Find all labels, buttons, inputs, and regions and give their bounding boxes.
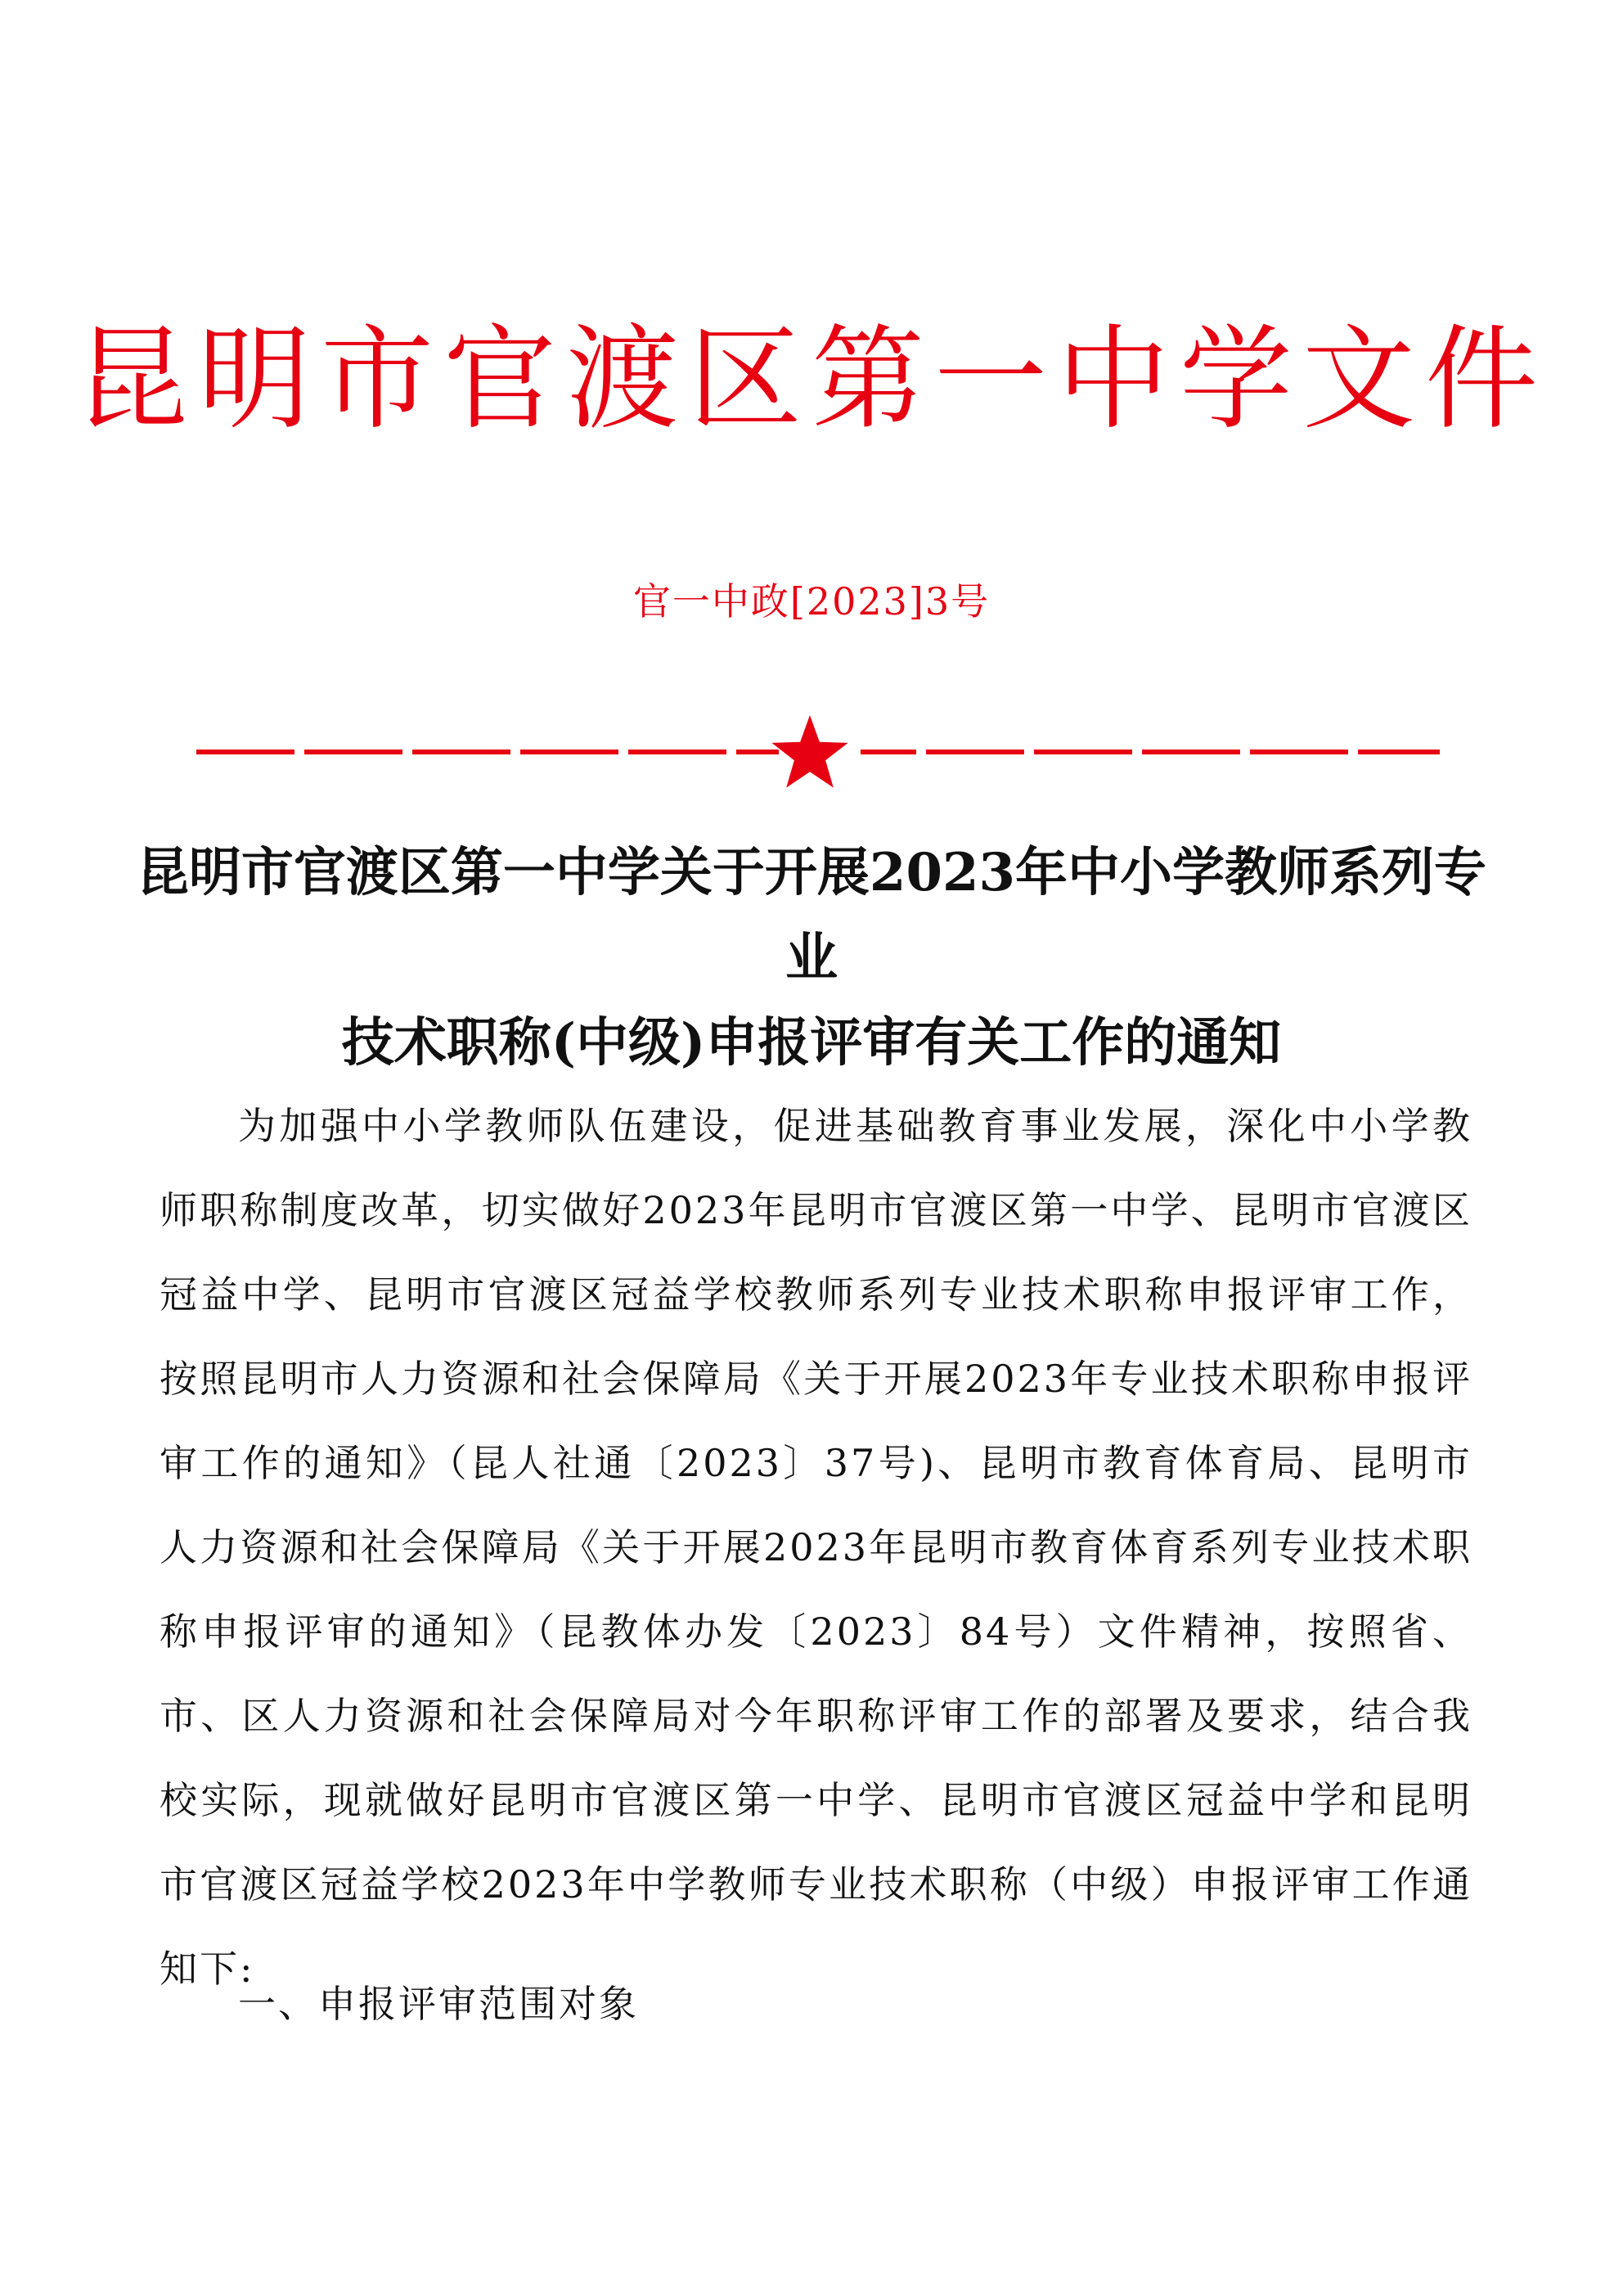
divider-dash	[628, 750, 726, 754]
divider-dash	[1034, 750, 1132, 754]
document-header-title: 昆明市官渡区第一中学文件	[74, 313, 1548, 445]
divider-dash	[412, 750, 510, 754]
divider-dash	[926, 750, 1024, 754]
divider-dash	[1142, 750, 1240, 754]
section-heading-1: 一、申报评审范围对象	[238, 1982, 639, 2026]
notice-title-line-2: 技术职称(中级)申报评审有关工作的通知	[341, 1012, 1282, 1074]
divider-dash	[861, 750, 916, 754]
divider-dash	[736, 750, 779, 754]
star-icon	[771, 715, 847, 788]
divider-left-dashes	[196, 750, 779, 754]
divider-dash	[1358, 750, 1440, 754]
divider-dash	[304, 750, 402, 754]
notice-title-line-1: 昆明市官渡区第一中学关于开展2023年中小学教师系列专业	[136, 842, 1487, 988]
divider-dash	[520, 750, 618, 754]
red-divider	[196, 712, 1440, 794]
divider-right-dashes	[861, 750, 1440, 754]
divider-dash	[1250, 750, 1348, 754]
notice-paragraph: 为加强中小学教师队伍建设，促进基础教育事业发展，深化中小学教师职称制度改革，切实做好2023年昆明市官渡区第一中学、昆明市官渡区冠益中学、昆明市官渡区冠益学校教师系列专业技术职称申报评审工作，按照昆明市人力资源和社会保障局《关于开展2023年专业技术职称申报评审工作的通知》（昆人社通〔2023〕37号)、昆明市教育体育局、昆明市人力资源和社会保障局《关于开展2023年昆明市教育体育系列专业技术职称申报评审的通知》（昆教体办发〔2023〕84号）文件精神，按照省、市、区人力资源和社会保障局对今年职称评审工作的部署及要求，结合我校实际，现就做好昆明市官渡区第一中学、昆明市官渡区冠益中学和昆明市官渡区冠益学校2023年中学教师专业技术职称（中级）申报评审工作通知下:	[160, 1104, 1472, 1991]
divider-dash	[196, 750, 294, 754]
notice-title	[123, 831, 1500, 1086]
document-number: 官一中政[2023]3号	[632, 579, 991, 624]
